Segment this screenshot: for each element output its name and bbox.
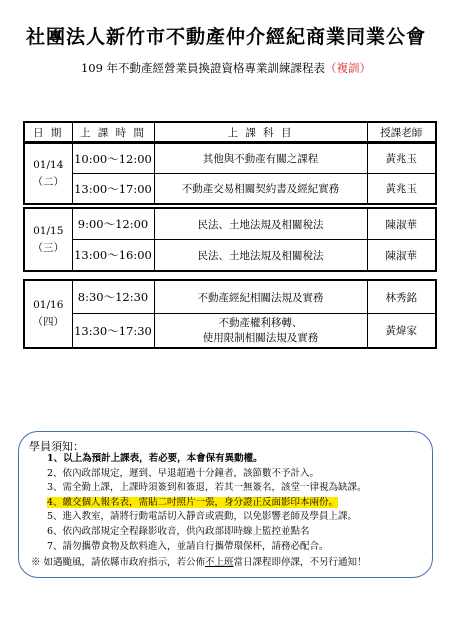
header-teacher: 授課老師	[367, 122, 436, 142]
session-course: 民法、土地法規及相關稅法	[154, 208, 367, 240]
weekday: （二）	[32, 175, 64, 188]
session-time: 8:30～12:30	[72, 280, 154, 314]
notice-item: 2、依內政部規定，遲到、早退超過十分鐘者，該節數不予計入。	[47, 467, 320, 479]
session-course	[154, 314, 367, 349]
session-time: 10:00～12:00	[72, 143, 154, 174]
notice-item: 5、進入教室，請將行動電話切入靜音或震動，以免影響老師及學員上課。	[47, 511, 358, 523]
session-course: 不動產經紀相關法規及實務	[154, 280, 367, 314]
session-time: 13:30～17:30	[72, 314, 154, 349]
weekday: （三）	[32, 241, 64, 254]
typhoon-text: ※ 如遇颱風，請依縣市政府指示，若公佈	[31, 557, 206, 568]
notice-title: 學員須知：	[29, 440, 84, 453]
notice-item: 7、請勿攜帶食物及飲料進入，並請自行攜帶環保杯，請務必配合。	[47, 540, 329, 552]
session-course: 其他與不動產有關之課程	[154, 143, 367, 174]
session-teacher: 陳淑華	[367, 208, 436, 240]
notice-item: 6、依內政部規定全程錄影收音，供內政部即時線上監控並點名	[47, 525, 310, 537]
day-block	[23, 207, 437, 272]
header-subject: 上 課 科 目	[154, 122, 367, 142]
header-date: 日 期	[24, 122, 72, 142]
session-teacher: 林秀銘	[367, 280, 436, 314]
session-teacher: 黃兆玉	[367, 174, 436, 205]
notice-item: 3、需全勤上課，上課時須簽到和簽退，若其一無簽名，該堂一律視為缺課。	[47, 482, 367, 494]
date-cell	[24, 143, 72, 204]
typhoon-notice	[31, 554, 367, 568]
course-line: 使用限制相關法規及實務	[202, 331, 319, 344]
org-title: 社團法人新竹市不動產仲介經紀商業同業公會	[25, 26, 426, 48]
header-time: 上 課 時 間	[72, 122, 154, 142]
typhoon-text: 當日課程即停課，不另行通知！	[233, 557, 367, 568]
refresher-tag: （複訓）	[325, 61, 372, 75]
session-course: 民法、土地法規及相關稅法	[154, 240, 367, 272]
notice-item-highlighted	[47, 496, 367, 511]
notice-item: 1、以上為預計上課表，若必要，本會保有異動權。	[47, 453, 263, 464]
date-cell	[24, 208, 72, 271]
date-cell	[24, 280, 72, 348]
typhoon-underlined: 不上班	[205, 557, 234, 568]
course-line: 不動產權利移轉、	[218, 316, 303, 329]
highlighted-text: 4、繳交個人報名表，需貼二吋照片一張，身分證正反面影印本兩份。	[47, 496, 339, 508]
session-teacher: 陳淑華	[367, 240, 436, 272]
session-time: 13:00～17:00	[72, 174, 154, 205]
schedule-header	[23, 121, 437, 143]
date: 01/16	[33, 299, 64, 311]
notice-list	[47, 452, 367, 554]
session-teacher: 黃煒家	[367, 314, 436, 349]
session-time: 9:00～12:00	[72, 208, 154, 240]
weekday: （四）	[32, 316, 64, 328]
session-teacher: 黃兆玉	[367, 143, 436, 174]
day-block	[23, 142, 437, 205]
date: 01/15	[33, 224, 64, 237]
session-course: 不動產交易相關契約書及經紀實務	[154, 174, 367, 205]
subtitle-main: 109 年不動產經營業員換證資格專業訓練課程表	[80, 61, 326, 75]
day-block	[23, 279, 437, 349]
date: 01/14	[33, 158, 64, 171]
session-time: 13:00～16:00	[72, 240, 154, 272]
schedule-subtitle	[0, 60, 452, 76]
student-notice-box	[18, 431, 433, 578]
